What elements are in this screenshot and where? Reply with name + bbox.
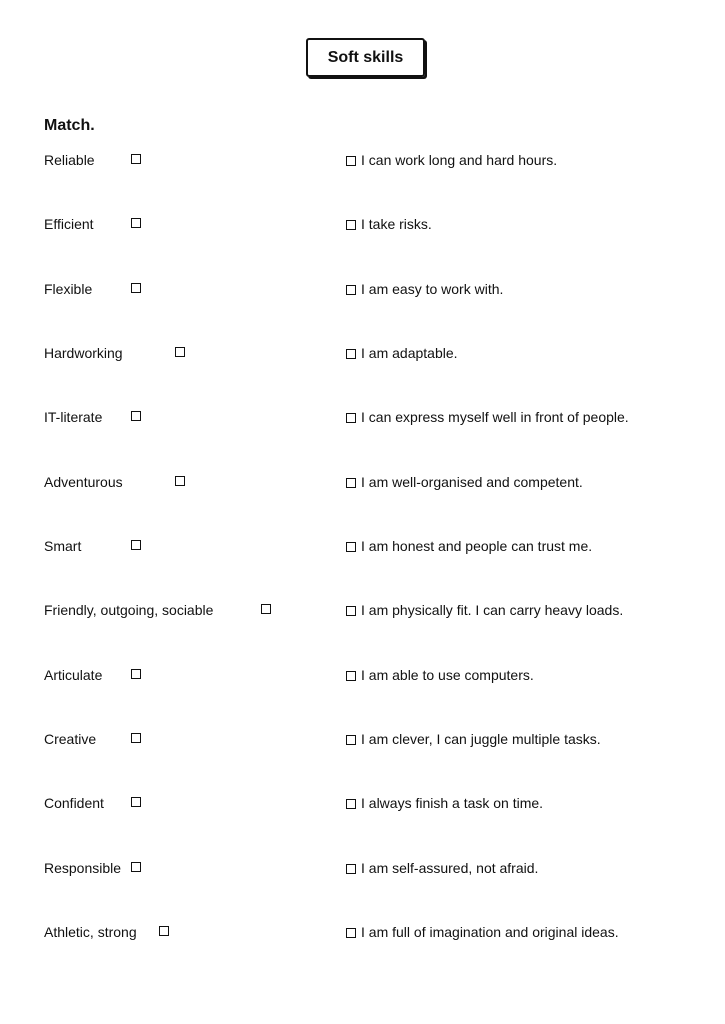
skill-label: Adventurous: [44, 474, 123, 490]
description-checkbox[interactable]: [346, 799, 356, 809]
description-checkbox[interactable]: [346, 928, 356, 938]
match-row: [0, 214, 725, 234]
skill-label: Smart: [44, 538, 82, 554]
description-checkbox[interactable]: [346, 156, 356, 166]
skill-label: Hardworking: [44, 345, 123, 361]
skill-label: Responsible: [44, 860, 122, 876]
description-text: I am physically fit. I can carry heavy loads.: [361, 602, 624, 618]
description-item: [346, 279, 503, 299]
match-row: [0, 922, 725, 942]
skill-checkbox[interactable]: [175, 347, 185, 357]
skill-checkbox[interactable]: [261, 604, 271, 614]
skill-checkbox[interactable]: [131, 154, 141, 164]
description-checkbox[interactable]: [346, 220, 356, 230]
match-row: [0, 729, 725, 749]
match-row: [0, 343, 725, 363]
description-text: I am well-organised and competent.: [361, 474, 583, 490]
match-row: [0, 665, 725, 685]
description-text: I am full of imagination and original ideas.: [361, 924, 619, 940]
skill-label: Flexible: [44, 281, 93, 297]
match-row: [0, 793, 725, 813]
description-item: [346, 343, 458, 363]
skill-checkbox[interactable]: [159, 926, 169, 936]
skill-label: Articulate: [44, 667, 103, 683]
match-row: [0, 600, 725, 620]
description-text: I can express myself well in front of people.: [361, 409, 629, 425]
description-text: I am self-assured, not afraid.: [361, 860, 539, 876]
description-item: [346, 150, 557, 170]
description-item: [346, 472, 583, 492]
description-item: [346, 600, 623, 620]
match-row: [0, 279, 725, 299]
match-row: [0, 536, 725, 556]
description-text: I am able to use computers.: [361, 667, 534, 683]
description-item: [346, 793, 543, 813]
description-text: I am adaptable.: [361, 345, 458, 361]
skill-checkbox[interactable]: [131, 797, 141, 807]
description-item: [346, 407, 629, 427]
skill-label: Reliable: [44, 152, 95, 168]
skill-label: Creative: [44, 731, 97, 747]
description-text: I always finish a task on time.: [361, 795, 544, 811]
skill-checkbox[interactable]: [131, 218, 141, 228]
skill-label: Efficient: [44, 216, 94, 232]
skill-checkbox[interactable]: [131, 283, 141, 293]
description-checkbox[interactable]: [346, 606, 356, 616]
instruction-heading: Match.: [44, 117, 95, 134]
skill-checkbox[interactable]: [175, 476, 185, 486]
description-text: I can work long and hard hours.: [361, 152, 558, 168]
skill-label: Friendly, outgoing, sociable: [44, 602, 214, 618]
skill-checkbox[interactable]: [131, 733, 141, 743]
description-text: I am clever, I can juggle multiple tasks.: [361, 731, 601, 747]
description-checkbox[interactable]: [346, 671, 356, 681]
match-row: [0, 858, 725, 878]
description-item: [346, 858, 538, 878]
description-text: I am honest and people can trust me.: [361, 538, 593, 554]
description-item: [346, 729, 601, 749]
skill-checkbox[interactable]: [131, 862, 141, 872]
skill-label: Confident: [44, 795, 104, 811]
match-row: [0, 472, 725, 492]
description-item: [346, 214, 432, 234]
match-row: [0, 407, 725, 427]
description-text: I am easy to work with.: [361, 281, 504, 297]
description-checkbox[interactable]: [346, 285, 356, 295]
description-item: [346, 536, 592, 556]
description-item: [346, 922, 619, 942]
skill-label: Athletic, strong: [44, 924, 137, 940]
description-item: [346, 665, 534, 685]
skill-checkbox[interactable]: [131, 411, 141, 421]
description-checkbox[interactable]: [346, 349, 356, 359]
worksheet-title: [306, 38, 425, 77]
description-checkbox[interactable]: [346, 864, 356, 874]
description-text: I take risks.: [361, 216, 432, 232]
description-checkbox[interactable]: [346, 735, 356, 745]
worksheet-title-text: Soft skills: [327, 48, 404, 66]
description-checkbox[interactable]: [346, 542, 356, 552]
description-checkbox[interactable]: [346, 413, 356, 423]
skill-checkbox[interactable]: [131, 540, 141, 550]
description-checkbox[interactable]: [346, 478, 356, 488]
skill-label: IT-literate: [44, 409, 103, 425]
match-row: [0, 150, 725, 170]
skill-checkbox[interactable]: [131, 669, 141, 679]
